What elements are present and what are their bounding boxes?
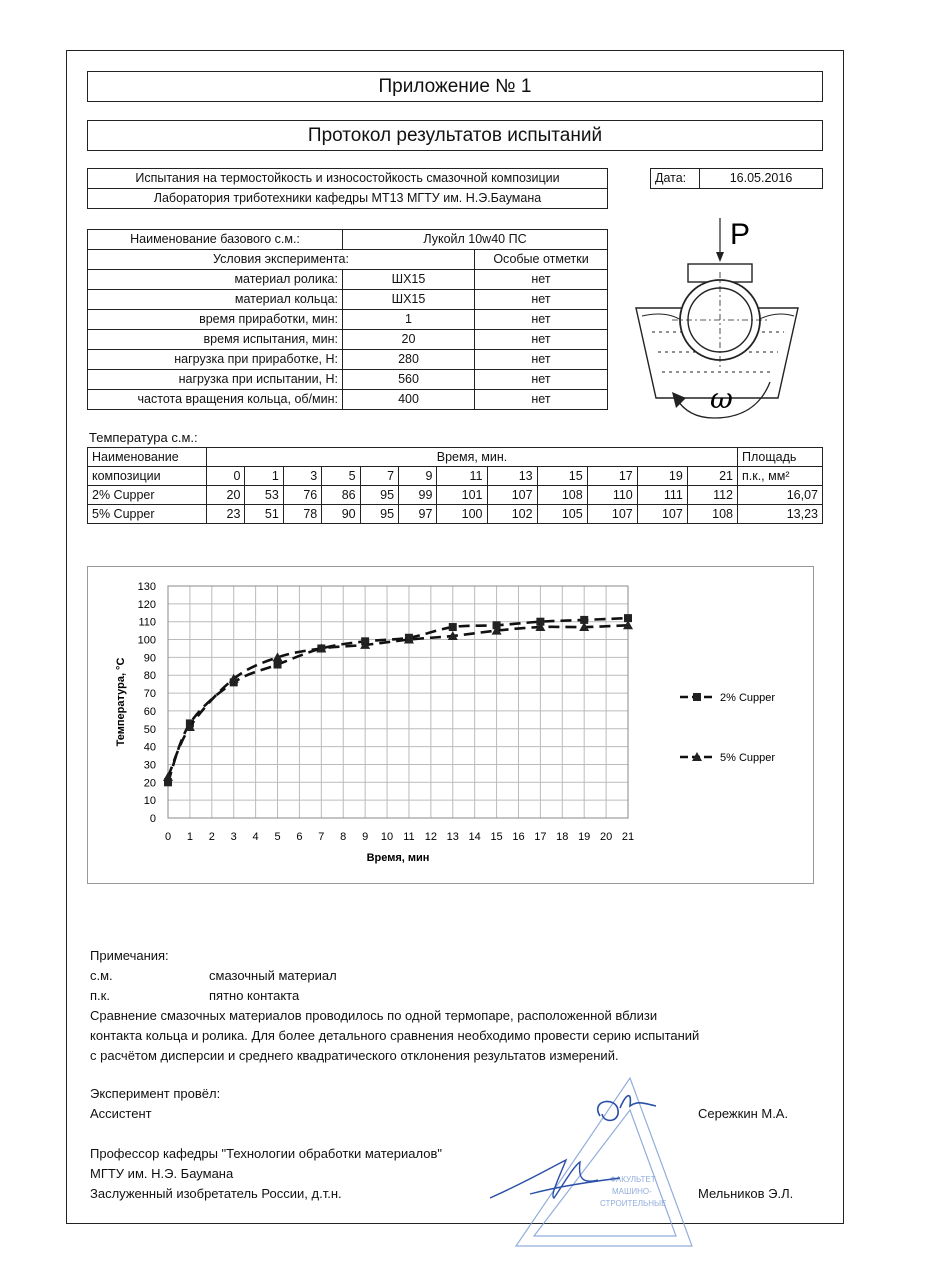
notes-heading: Примечания: — [90, 948, 169, 963]
legend-marker — [693, 693, 701, 701]
table-row — [88, 486, 823, 505]
table-row — [88, 290, 608, 310]
temperature-cell: 20 — [207, 486, 245, 505]
head-area-2: п.к., мм² — [738, 467, 823, 486]
temperature-cell: 95 — [360, 486, 398, 505]
temperature-cell: 108 — [537, 486, 587, 505]
notes-line-1: Сравнение смазочных материалов проводилось по одной термопаре, расположенной вблизи — [90, 1008, 658, 1023]
temperature-cell: 101 — [437, 486, 487, 505]
y-tick-label: 70 — [143, 688, 156, 701]
temperature-cell: 97 — [399, 505, 437, 524]
time-header-cell: 9 — [399, 467, 437, 486]
y-tick-label: 30 — [143, 759, 156, 772]
notes-header: Особые отметки — [475, 250, 608, 270]
y-tick-label: 80 — [143, 670, 156, 683]
x-tick-label: 14 — [468, 831, 481, 843]
time-header-cell: 1 — [245, 467, 283, 486]
temperature-cell: 53 — [245, 486, 283, 505]
cond-note: нет — [475, 350, 608, 370]
time-header-cell: 21 — [687, 467, 737, 486]
y-tick-label: 40 — [143, 741, 156, 754]
temperature-cell: 102 — [487, 505, 537, 524]
y-axis-label: Температура, °С — [115, 657, 127, 747]
x-tick-label: 8 — [340, 831, 347, 843]
y-tick-label: 10 — [143, 795, 156, 808]
time-header-cell: 11 — [437, 467, 487, 486]
experiment-label: Эксперимент провёл: — [90, 1086, 221, 1101]
time-header-cell: 0 — [207, 467, 245, 486]
stamp-text-1: ФАКУЛЬТЕТ — [610, 1175, 656, 1184]
assistant-signature — [598, 1096, 656, 1121]
stamp-inner — [534, 1110, 676, 1236]
temperature-cell: 111 — [637, 486, 687, 505]
y-tick-label: 0 — [149, 813, 156, 825]
composition-name: 5% Cupper — [88, 505, 207, 524]
x-tick-label: 5 — [274, 831, 281, 843]
cond-value: 280 — [343, 350, 475, 370]
table-row — [88, 390, 608, 410]
temperature-cell: 78 — [283, 505, 321, 524]
cond-name: нагрузка при испытании, Н: — [88, 370, 343, 390]
time-header-cell: 7 — [360, 467, 398, 486]
test-rig-diagram — [628, 212, 810, 434]
cond-value: 400 — [343, 390, 475, 410]
cond-value: 1 — [343, 310, 475, 330]
temperature-cell: 86 — [322, 486, 360, 505]
time-header-cell: 17 — [587, 467, 637, 486]
series-line — [168, 618, 628, 782]
assistant-name: Сережкин М.А. — [698, 1106, 789, 1121]
professor-line-1: Профессор кафедры "Технологии обработки материалов" — [90, 1146, 442, 1161]
cond-name: материал ролика: — [88, 270, 343, 290]
x-tick-label: 15 — [490, 831, 503, 843]
x-axis-label: Время, мин — [366, 852, 430, 864]
y-tick-label: 60 — [143, 705, 156, 718]
temperature-cell: 23 — [207, 505, 245, 524]
appendix-title: Приложение № 1 — [87, 71, 823, 102]
temperature-caption: Температура с.м.: — [89, 430, 198, 445]
temp-header-row — [88, 467, 823, 486]
cond-value: ШХ15 — [343, 290, 475, 310]
cond-name: нагрузка при приработке, Н: — [88, 350, 343, 370]
x-tick-label: 20 — [599, 831, 613, 843]
time-header-cell: 13 — [487, 467, 537, 486]
cond-name: частота вращения кольца, об/мин: — [88, 390, 343, 410]
table-row — [88, 270, 608, 290]
cond-note: нет — [475, 290, 608, 310]
temperature-cell: 112 — [687, 486, 737, 505]
temperature-cell: 51 — [245, 505, 283, 524]
series-line — [168, 625, 628, 777]
x-tick-label: 0 — [164, 831, 172, 843]
x-tick-label: 17 — [534, 831, 547, 843]
plot-area — [168, 586, 628, 818]
stamp-text-2: МАШИНО- — [612, 1187, 652, 1196]
legend-label: 2% Cupper — [720, 692, 776, 704]
cond-note: нет — [475, 310, 608, 330]
y-tick-label: 50 — [143, 723, 156, 736]
temperature-cell: 90 — [322, 505, 360, 524]
cond-name: время испытания, мин: — [88, 330, 343, 350]
x-tick-label: 6 — [296, 831, 303, 843]
table-row — [88, 350, 608, 370]
x-tick-label: 13 — [446, 831, 459, 843]
table-row — [88, 370, 608, 390]
x-tick-label: 10 — [380, 831, 394, 843]
temperature-table — [87, 447, 823, 524]
cond-value: ШХ15 — [343, 270, 475, 290]
abbr-sm-def: смазочный материал — [209, 968, 337, 983]
y-tick-label: 110 — [138, 616, 156, 629]
cond-value: 20 — [343, 330, 475, 350]
table-row — [88, 505, 823, 524]
legend-label: 5% Cupper — [720, 752, 776, 764]
notes-line-2: контакта кольца и ролика. Для более детального сравнения необходимо провести серию испытаний — [90, 1028, 700, 1043]
contact-area-cell: 13,23 — [738, 505, 823, 524]
abbr-sm: с.м. — [90, 968, 113, 983]
x-tick-label: 12 — [424, 831, 437, 843]
cond-note: нет — [475, 370, 608, 390]
stamp-and-signatures — [470, 1070, 700, 1250]
temperature-cell: 107 — [487, 486, 537, 505]
head-name-1: Наименование — [88, 448, 207, 467]
cond-name: материал кольца: — [88, 290, 343, 310]
professor-line-2: МГТУ им. Н.Э. Баумана — [90, 1166, 234, 1181]
omega-label: ω — [710, 382, 733, 415]
force-label: P — [730, 218, 751, 251]
cond-note: нет — [475, 330, 608, 350]
temperature-cell: 107 — [637, 505, 687, 524]
data-point — [274, 661, 282, 669]
temperature-cell: 105 — [537, 505, 587, 524]
composition-name: 2% Cupper — [88, 486, 207, 505]
contact-area-cell: 16,07 — [738, 486, 823, 505]
x-tick-label: 16 — [512, 831, 525, 843]
professor-signature — [490, 1160, 620, 1198]
notes-line-3: с расчётом дисперсии и среднего квадратического отклонения результатов измерений. — [90, 1048, 619, 1063]
time-header-cell: 3 — [283, 467, 321, 486]
x-tick-label: 3 — [230, 831, 237, 843]
stamp-text-3: СТРОИТЕЛЬНЫЕ — [600, 1199, 667, 1208]
temperature-chart — [88, 567, 813, 883]
temperature-cell: 108 — [687, 505, 737, 524]
temperature-cell: 107 — [587, 505, 637, 524]
stamp-outer — [516, 1078, 692, 1246]
x-tick-label: 2 — [208, 831, 215, 843]
head-name-2: композиции — [88, 467, 207, 486]
y-tick-label: 20 — [143, 777, 156, 790]
professor-name: Мельников Э.Л. — [698, 1186, 794, 1201]
y-tick-label: 120 — [137, 598, 156, 611]
temperature-cell: 99 — [399, 486, 437, 505]
x-tick-label: 11 — [403, 831, 415, 843]
date-label: Дата: — [651, 169, 700, 189]
x-tick-label: 4 — [252, 831, 259, 843]
protocol-title: Протокол результатов испытаний — [87, 120, 823, 151]
base-value: Лукойл 10w40 ПС — [343, 230, 608, 250]
y-tick-label: 130 — [137, 581, 156, 593]
conditions-header: Условия эксперимента: — [88, 250, 475, 270]
x-tick-label: 19 — [578, 831, 591, 843]
cond-name: время приработки, мин: — [88, 310, 343, 330]
data-point — [449, 623, 457, 631]
info-line-2: Лаборатория триботехники кафедры МТ13 МГТУ им. Н.Э.Баумана — [88, 189, 608, 209]
head-time: Время, мин. — [207, 448, 738, 467]
x-tick-label: 21 — [621, 831, 635, 843]
info-line-1: Испытания на термостойкость и износостойкость смазочной композиции — [88, 169, 608, 189]
table-row — [88, 330, 608, 350]
time-header-cell: 5 — [322, 467, 360, 486]
abbr-pk: п.к. — [90, 988, 110, 1003]
temperature-cell: 110 — [587, 486, 637, 505]
y-tick-label: 90 — [143, 652, 156, 665]
table-row — [88, 310, 608, 330]
head-area-1: Площадь — [738, 448, 823, 467]
time-header-cell: 19 — [637, 467, 687, 486]
info-table — [87, 168, 608, 209]
date-value: 16.05.2016 — [700, 169, 823, 189]
cond-note: нет — [475, 390, 608, 410]
x-tick-label: 7 — [318, 831, 325, 843]
x-tick-label: 18 — [556, 831, 569, 843]
professor-line-3: Заслуженный изобретатель России, д.т.н. — [90, 1186, 342, 1201]
y-tick-label: 100 — [137, 634, 156, 647]
x-tick-label: 9 — [362, 831, 369, 843]
date-table — [650, 168, 823, 189]
temperature-cell: 76 — [283, 486, 321, 505]
temperature-cell: 100 — [437, 505, 487, 524]
base-label: Наименование базового с.м.: — [88, 230, 343, 250]
temperature-cell: 95 — [360, 505, 398, 524]
x-tick-label: 1 — [186, 831, 193, 843]
conditions-table — [87, 229, 608, 410]
cond-value: 560 — [343, 370, 475, 390]
cond-note: нет — [475, 270, 608, 290]
abbr-pk-def: пятно контакта — [209, 988, 300, 1003]
assistant-position: Ассистент — [90, 1106, 152, 1121]
time-header-cell: 15 — [537, 467, 587, 486]
